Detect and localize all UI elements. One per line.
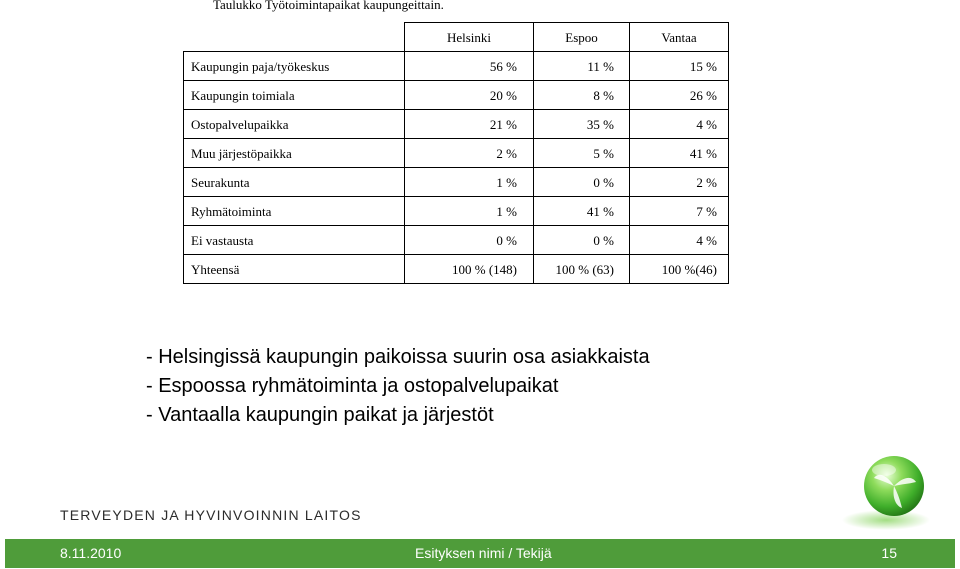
table-corner-cell [184,23,405,52]
green-orb-logo-icon [834,450,934,532]
table-caption: Taulukko Työtoimintapaikat kaupungeittain. [213,0,444,12]
table-cell: 4 % [630,226,729,255]
row-label: Ostopalvelupaikka [184,110,405,139]
table-cell: 15 % [630,52,729,81]
table-cell: 41 % [630,139,729,168]
row-label: Kaupungin toimiala [184,81,405,110]
table-cell: 20 % [405,81,534,110]
table-row [184,81,729,110]
slide-footer [5,539,955,568]
table-cell: 7 % [630,197,729,226]
organization-logo-text: TERVEYDEN JA HYVINVOINNIN LAITOS [60,507,362,523]
table-cell: 2 % [405,139,534,168]
table-row [184,52,729,81]
table-row [184,110,729,139]
bullet-item: - Espoossa ryhmätoiminta ja ostopalvelupaikat [146,375,559,397]
table-header-row [184,23,729,52]
row-label: Kaupungin paja/työkeskus [184,52,405,81]
page-number: 15 [881,545,897,561]
table-row [184,139,729,168]
table-cell: 41 % [534,197,630,226]
row-label: Muu järjestöpaikka [184,139,405,168]
table-cell: 8 % [534,81,630,110]
table-cell: 26 % [630,81,729,110]
footer-date: 8.11.2010 [60,545,122,561]
table-cell: 100 % (63) [534,255,630,284]
row-label: Yhteensä [184,255,405,284]
table-cell: 1 % [405,168,534,197]
table-row [184,197,729,226]
row-label: Seurakunta [184,168,405,197]
row-label: Ei vastausta [184,226,405,255]
column-header: Helsinki [405,23,534,52]
table-cell: 56 % [405,52,534,81]
footer-title: Esityksen nimi / Tekijä [415,545,552,561]
column-header: Vantaa [630,23,729,52]
table-total-row [184,255,729,284]
table-cell: 100 % (148) [405,255,534,284]
table-cell: 2 % [630,168,729,197]
table-row [184,226,729,255]
table-cell: 0 % [534,168,630,197]
summary-bullets [146,343,650,430]
table-cell: 4 % [630,110,729,139]
table-cell: 35 % [534,110,630,139]
bullet-item: - Vantaalla kaupungin paikat ja järjestöt [146,404,494,426]
data-table [183,22,729,284]
table-cell: 1 % [405,197,534,226]
table-cell: 11 % [534,52,630,81]
table-cell: 100 %(46) [630,255,729,284]
table-cell: 0 % [534,226,630,255]
column-header: Espoo [534,23,630,52]
row-label: Ryhmätoiminta [184,197,405,226]
table-cell: 5 % [534,139,630,168]
bullet-item: - Helsingissä kaupungin paikoissa suurin osa asiakkaista [146,346,650,368]
table-cell: 0 % [405,226,534,255]
table-cell: 21 % [405,110,534,139]
table-row [184,168,729,197]
